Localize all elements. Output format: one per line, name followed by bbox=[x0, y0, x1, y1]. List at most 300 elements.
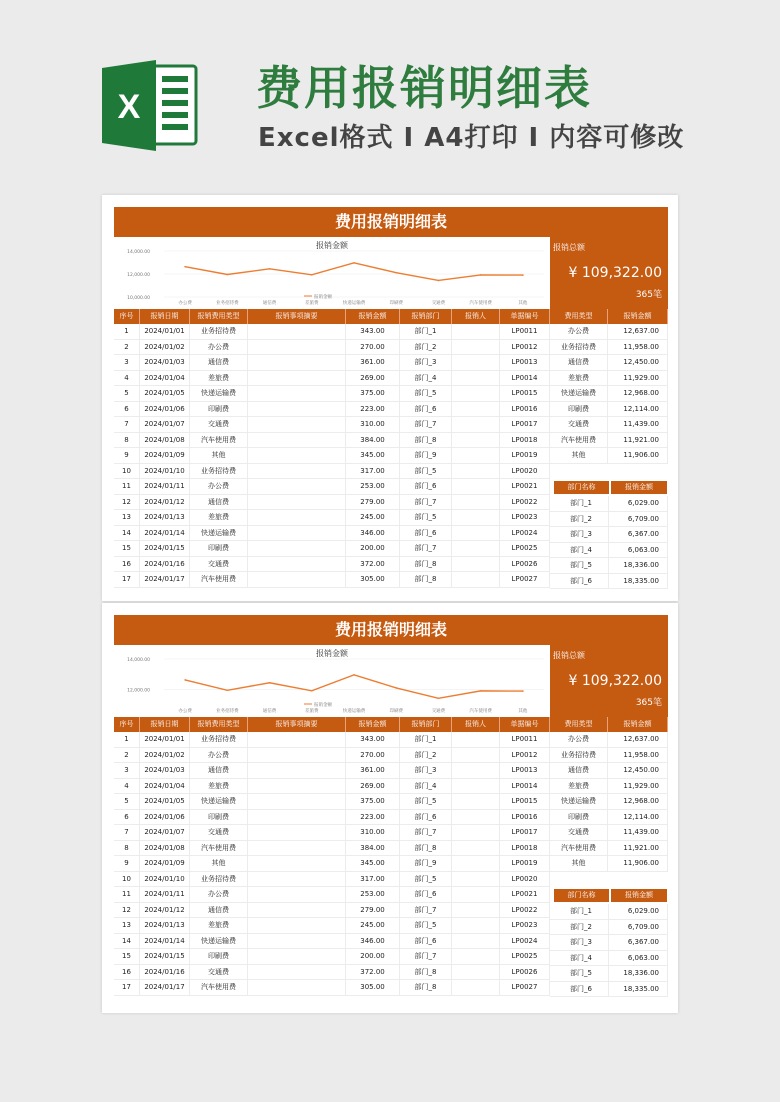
table-cell: 差旅费 bbox=[190, 510, 248, 525]
svg-text:X: X bbox=[117, 88, 141, 126]
table-cell: 2024/01/02 bbox=[140, 340, 190, 355]
table-cell: LP0015 bbox=[500, 794, 550, 809]
table-cell[interactable] bbox=[248, 980, 346, 995]
x-tick-label: 其他 bbox=[518, 709, 528, 714]
table-cell[interactable] bbox=[452, 748, 500, 763]
table-cell: 通信费 bbox=[190, 495, 248, 510]
table-cell: 317.00 bbox=[346, 464, 400, 479]
table-cell: 200.00 bbox=[346, 541, 400, 556]
dept-summary-row bbox=[550, 527, 668, 543]
table-cell: LP0027 bbox=[500, 980, 550, 995]
column-header: 单据编号 bbox=[500, 309, 550, 324]
column-header: 报销日期 bbox=[140, 717, 190, 732]
excel-logo-icon bbox=[100, 58, 200, 153]
table-cell: 部门_5 bbox=[400, 510, 452, 525]
dept-name: 部门_5 bbox=[554, 558, 609, 573]
table-row[interactable] bbox=[114, 980, 550, 996]
table-cell: 部门_6 bbox=[400, 479, 452, 494]
table-cell[interactable] bbox=[452, 872, 500, 887]
table-cell: 6 bbox=[114, 810, 140, 825]
summary-amount: 11,921.00 bbox=[608, 433, 668, 448]
table-row[interactable] bbox=[114, 479, 550, 495]
series-line bbox=[185, 675, 523, 698]
summary-type: 快递运输费 bbox=[550, 386, 608, 401]
column-header: 报销部门 bbox=[400, 717, 452, 732]
table-cell[interactable] bbox=[248, 386, 346, 401]
table-cell: 2024/01/11 bbox=[140, 479, 190, 494]
table-cell[interactable] bbox=[452, 763, 500, 778]
table-cell: 部门_6 bbox=[400, 402, 452, 417]
table-row[interactable] bbox=[114, 841, 550, 857]
table-cell: 部门_9 bbox=[400, 856, 452, 871]
table-cell: LP0020 bbox=[500, 464, 550, 479]
table-cell[interactable] bbox=[248, 918, 346, 933]
table-cell: 2024/01/02 bbox=[140, 748, 190, 763]
dept-name: 部门_1 bbox=[554, 904, 609, 919]
table-cell: LP0019 bbox=[500, 448, 550, 463]
table-cell: 印刷费 bbox=[190, 541, 248, 556]
x-tick-label: 快递运输费 bbox=[342, 301, 366, 306]
table-cell[interactable] bbox=[248, 541, 346, 556]
table-row[interactable] bbox=[114, 903, 550, 919]
table-cell: 2024/01/11 bbox=[140, 887, 190, 902]
table-cell: 交通费 bbox=[190, 417, 248, 432]
table-cell: 384.00 bbox=[346, 433, 400, 448]
column-header: 报销费用类型 bbox=[190, 717, 248, 732]
table-cell: 317.00 bbox=[346, 872, 400, 887]
dept-summary-header: 部门名称 bbox=[554, 889, 609, 902]
x-tick-label: 业务招待费 bbox=[216, 301, 239, 306]
table-cell[interactable] bbox=[452, 934, 500, 949]
table-cell: 2024/01/15 bbox=[140, 949, 190, 964]
table-cell: 310.00 bbox=[346, 825, 400, 840]
table-cell: 印刷费 bbox=[190, 810, 248, 825]
table-cell[interactable] bbox=[248, 887, 346, 902]
table-cell[interactable] bbox=[452, 887, 500, 902]
table-cell: 12 bbox=[114, 903, 140, 918]
table-cell[interactable] bbox=[452, 386, 500, 401]
summary-amount: 11,906.00 bbox=[608, 448, 668, 463]
series-line bbox=[185, 263, 523, 281]
table-row[interactable] bbox=[114, 526, 550, 542]
table-cell[interactable] bbox=[452, 448, 500, 463]
table-cell[interactable] bbox=[248, 965, 346, 980]
table-row[interactable] bbox=[114, 495, 550, 511]
table-cell: 2024/01/08 bbox=[140, 841, 190, 856]
table-cell: 9 bbox=[114, 448, 140, 463]
table-row[interactable] bbox=[114, 825, 550, 841]
table-cell: 343.00 bbox=[346, 324, 400, 339]
data-point bbox=[353, 262, 355, 264]
summary-type: 办公费 bbox=[550, 732, 608, 747]
column-header: 报销人 bbox=[452, 717, 500, 732]
table-cell: 2024/01/01 bbox=[140, 732, 190, 747]
table-cell[interactable] bbox=[452, 355, 500, 370]
data-point bbox=[438, 280, 440, 282]
table-cell[interactable] bbox=[248, 324, 346, 339]
table-row[interactable] bbox=[114, 763, 550, 779]
table-cell: 14 bbox=[114, 934, 140, 949]
table-cell: 业务招待费 bbox=[190, 324, 248, 339]
table-cell[interactable] bbox=[248, 732, 346, 747]
table-row[interactable] bbox=[114, 732, 550, 748]
table-cell[interactable] bbox=[452, 825, 500, 840]
table-cell: 372.00 bbox=[346, 965, 400, 980]
table-cell: 部门_9 bbox=[400, 448, 452, 463]
table-row[interactable] bbox=[114, 918, 550, 934]
table-cell: 13 bbox=[114, 510, 140, 525]
summary-type: 办公费 bbox=[550, 324, 608, 339]
x-tick-label: 交通费 bbox=[431, 709, 446, 714]
table-cell[interactable] bbox=[452, 980, 500, 995]
table-cell: 14 bbox=[114, 526, 140, 541]
table-row[interactable] bbox=[114, 355, 550, 371]
table-cell[interactable] bbox=[452, 402, 500, 417]
table-cell[interactable] bbox=[248, 841, 346, 856]
table-cell: 差旅费 bbox=[190, 918, 248, 933]
summary-row bbox=[550, 748, 668, 764]
x-tick-label: 汽车使用费 bbox=[469, 301, 492, 306]
table-cell: LP0015 bbox=[500, 386, 550, 401]
table-cell: 16 bbox=[114, 965, 140, 980]
x-tick-label: 办公费 bbox=[178, 709, 192, 714]
table-cell[interactable] bbox=[248, 417, 346, 432]
table-cell: 部门_6 bbox=[400, 887, 452, 902]
x-tick-label: 差旅费 bbox=[305, 301, 319, 306]
table-cell: 通信费 bbox=[190, 763, 248, 778]
table-cell: 361.00 bbox=[346, 763, 400, 778]
table-cell: 2024/01/01 bbox=[140, 324, 190, 339]
table-cell[interactable] bbox=[248, 340, 346, 355]
table-cell: 2024/01/06 bbox=[140, 402, 190, 417]
table-cell: 2024/01/05 bbox=[140, 794, 190, 809]
table-cell[interactable] bbox=[452, 340, 500, 355]
dept-summary-row bbox=[550, 904, 668, 920]
table-cell[interactable] bbox=[248, 903, 346, 918]
table-cell: 部门_3 bbox=[400, 763, 452, 778]
table-cell: 253.00 bbox=[346, 887, 400, 902]
table-cell[interactable] bbox=[452, 949, 500, 964]
table-cell[interactable] bbox=[248, 825, 346, 840]
table-cell[interactable] bbox=[248, 810, 346, 825]
table-cell: 2024/01/14 bbox=[140, 526, 190, 541]
chart-svg bbox=[114, 645, 550, 717]
table-row[interactable] bbox=[114, 810, 550, 826]
x-tick-label: 业务招待费 bbox=[216, 709, 239, 714]
table-cell: 310.00 bbox=[346, 417, 400, 432]
table-cell: 15 bbox=[114, 541, 140, 556]
column-header: 报销日期 bbox=[140, 309, 190, 324]
table-cell: 通信费 bbox=[190, 355, 248, 370]
dept-amount: 6,367.00 bbox=[609, 527, 668, 542]
dept-amount: 6,709.00 bbox=[609, 512, 668, 527]
table-row[interactable] bbox=[114, 965, 550, 981]
table-cell[interactable] bbox=[452, 541, 500, 556]
table-row[interactable] bbox=[114, 448, 550, 464]
table-cell: 245.00 bbox=[346, 510, 400, 525]
table-row[interactable] bbox=[114, 402, 550, 418]
table-cell: 375.00 bbox=[346, 386, 400, 401]
table-cell[interactable] bbox=[248, 371, 346, 386]
total-amount: ¥ 109,322.00 bbox=[568, 265, 662, 281]
table-cell: 223.00 bbox=[346, 810, 400, 825]
table-cell: 办公费 bbox=[190, 748, 248, 763]
table-cell[interactable] bbox=[248, 763, 346, 778]
total-count: 365笔 bbox=[635, 290, 662, 300]
table-cell: 279.00 bbox=[346, 495, 400, 510]
legend-label: 报销金额 bbox=[314, 703, 332, 708]
table-cell: LP0024 bbox=[500, 526, 550, 541]
dept-summary-row bbox=[550, 574, 668, 590]
table-row[interactable] bbox=[114, 794, 550, 810]
table-cell: 交通费 bbox=[190, 965, 248, 980]
table-cell: 部门_3 bbox=[400, 355, 452, 370]
table-cell[interactable] bbox=[452, 479, 500, 494]
summary-row bbox=[550, 417, 668, 433]
table-cell: 1 bbox=[114, 732, 140, 747]
table-row[interactable] bbox=[114, 324, 550, 340]
data-point bbox=[353, 674, 355, 676]
table-cell[interactable] bbox=[452, 464, 500, 479]
table-cell: 270.00 bbox=[346, 340, 400, 355]
x-tick-label: 印刷费 bbox=[389, 709, 403, 714]
data-point bbox=[184, 266, 186, 268]
table-cell[interactable] bbox=[248, 479, 346, 494]
table-cell: 2024/01/17 bbox=[140, 572, 190, 587]
table-cell: 业务招待费 bbox=[190, 732, 248, 747]
table-cell: 部门_6 bbox=[400, 934, 452, 949]
dept-amount: 18,336.00 bbox=[609, 966, 668, 981]
table-cell: 部门_1 bbox=[400, 732, 452, 747]
data-point bbox=[395, 272, 397, 274]
summary-amount: 11,439.00 bbox=[608, 417, 668, 432]
table-cell: 2024/01/07 bbox=[140, 417, 190, 432]
summary-type: 差旅费 bbox=[550, 779, 608, 794]
x-tick-label: 快递运输费 bbox=[342, 709, 366, 714]
table-cell[interactable] bbox=[248, 495, 346, 510]
table-cell[interactable] bbox=[452, 433, 500, 448]
page-subtitle: Excel格式 I A4打印 I 内容可修改 bbox=[258, 123, 685, 153]
table-cell[interactable] bbox=[248, 794, 346, 809]
dept-amount: 6,709.00 bbox=[609, 920, 668, 935]
summary-row bbox=[550, 433, 668, 449]
data-point bbox=[311, 274, 313, 276]
table-cell: 部门_6 bbox=[400, 526, 452, 541]
table-cell[interactable] bbox=[248, 949, 346, 964]
table-cell[interactable] bbox=[452, 572, 500, 587]
table-cell: LP0021 bbox=[500, 887, 550, 902]
summary-type: 差旅费 bbox=[550, 371, 608, 386]
dept-name: 部门_4 bbox=[554, 543, 609, 558]
dept-summary-header: 报销金额 bbox=[611, 889, 667, 902]
table-cell: 部门_8 bbox=[400, 433, 452, 448]
summary-row bbox=[550, 448, 668, 464]
data-point bbox=[184, 679, 186, 681]
table-cell: 345.00 bbox=[346, 448, 400, 463]
table-cell: LP0014 bbox=[500, 371, 550, 386]
dept-amount: 18,335.00 bbox=[609, 982, 668, 997]
y-tick-label: 12,000.00 bbox=[127, 273, 150, 278]
table-cell[interactable] bbox=[452, 371, 500, 386]
table-cell: 17 bbox=[114, 980, 140, 995]
table-cell[interactable] bbox=[248, 355, 346, 370]
x-tick-label: 印刷费 bbox=[389, 301, 403, 306]
table-cell: 17 bbox=[114, 572, 140, 587]
table-cell[interactable] bbox=[248, 526, 346, 541]
x-tick-label: 汽车使用费 bbox=[469, 709, 492, 714]
table-row[interactable] bbox=[114, 371, 550, 387]
summary-type: 其他 bbox=[550, 448, 608, 463]
table-cell[interactable] bbox=[452, 779, 500, 794]
table-cell: LP0025 bbox=[500, 541, 550, 556]
table-row[interactable] bbox=[114, 464, 550, 480]
chart-svg bbox=[114, 237, 550, 309]
table-cell[interactable] bbox=[452, 510, 500, 525]
table-cell[interactable] bbox=[452, 794, 500, 809]
table-cell: 7 bbox=[114, 417, 140, 432]
table-cell: 部门_6 bbox=[400, 810, 452, 825]
table-cell: 2024/01/07 bbox=[140, 825, 190, 840]
table-cell[interactable] bbox=[248, 448, 346, 463]
table-cell: LP0024 bbox=[500, 934, 550, 949]
table-cell[interactable] bbox=[452, 324, 500, 339]
summary-row bbox=[550, 779, 668, 795]
data-point bbox=[269, 268, 271, 270]
table-row[interactable] bbox=[114, 433, 550, 449]
page-title: 费用报销明细表 bbox=[256, 61, 592, 115]
x-tick-label: 通信费 bbox=[262, 709, 277, 714]
summary-amount: 12,968.00 bbox=[608, 794, 668, 809]
table-cell: 2024/01/09 bbox=[140, 856, 190, 871]
table-cell: LP0020 bbox=[500, 872, 550, 887]
table-cell[interactable] bbox=[248, 510, 346, 525]
table-cell: 快递运输费 bbox=[190, 794, 248, 809]
table-cell: LP0017 bbox=[500, 825, 550, 840]
table-row[interactable] bbox=[114, 934, 550, 950]
table-cell: 12 bbox=[114, 495, 140, 510]
table-cell: 16 bbox=[114, 557, 140, 572]
table-cell[interactable] bbox=[248, 779, 346, 794]
table-cell[interactable] bbox=[248, 934, 346, 949]
table-cell: 交通费 bbox=[190, 825, 248, 840]
table-cell: 7 bbox=[114, 825, 140, 840]
table-cell: 305.00 bbox=[346, 572, 400, 587]
table-row[interactable] bbox=[114, 856, 550, 872]
table-cell: LP0026 bbox=[500, 965, 550, 980]
summary-row bbox=[550, 794, 668, 810]
summary-header: 费用类型 bbox=[550, 309, 608, 324]
table-cell: 部门_4 bbox=[400, 779, 452, 794]
y-tick-label: 14,000.00 bbox=[127, 250, 150, 255]
dept-name: 部门_2 bbox=[554, 512, 609, 527]
table-cell[interactable] bbox=[248, 557, 346, 572]
table-cell[interactable] bbox=[248, 572, 346, 587]
table-row[interactable] bbox=[114, 572, 550, 588]
table-cell: 通信费 bbox=[190, 903, 248, 918]
table-cell: LP0016 bbox=[500, 402, 550, 417]
table-cell: 部门_1 bbox=[400, 324, 452, 339]
table-row[interactable] bbox=[114, 779, 550, 795]
table-cell: 汽车使用费 bbox=[190, 572, 248, 587]
table-cell: 部门_8 bbox=[400, 841, 452, 856]
table-row[interactable] bbox=[114, 949, 550, 965]
dept-summary-row bbox=[550, 982, 668, 998]
table-cell[interactable] bbox=[452, 856, 500, 871]
table-cell[interactable] bbox=[248, 872, 346, 887]
table-row[interactable] bbox=[114, 557, 550, 573]
table-cell: 8 bbox=[114, 841, 140, 856]
dept-amount: 6,367.00 bbox=[609, 935, 668, 950]
x-tick-label: 差旅费 bbox=[305, 709, 319, 714]
table-cell[interactable] bbox=[248, 464, 346, 479]
table-row[interactable] bbox=[114, 541, 550, 557]
table-cell: LP0018 bbox=[500, 433, 550, 448]
table-cell[interactable] bbox=[248, 748, 346, 763]
summary-amount: 11,921.00 bbox=[608, 841, 668, 856]
table-cell[interactable] bbox=[452, 965, 500, 980]
dept-name: 部门_3 bbox=[554, 527, 609, 542]
table-cell: 部门_5 bbox=[400, 872, 452, 887]
summary-type: 其他 bbox=[550, 856, 608, 871]
table-row[interactable] bbox=[114, 510, 550, 526]
table-cell[interactable] bbox=[248, 402, 346, 417]
table-cell[interactable] bbox=[248, 856, 346, 871]
table-cell[interactable] bbox=[452, 526, 500, 541]
table-cell[interactable] bbox=[452, 417, 500, 432]
chart-title: 报销金额 bbox=[316, 649, 348, 658]
table-row[interactable] bbox=[114, 887, 550, 903]
table-cell: LP0013 bbox=[500, 763, 550, 778]
table-row[interactable] bbox=[114, 872, 550, 888]
table-cell: 2024/01/08 bbox=[140, 433, 190, 448]
table-cell: 交通费 bbox=[190, 557, 248, 572]
table-cell: 部门_8 bbox=[400, 572, 452, 587]
table-cell: 部门_8 bbox=[400, 965, 452, 980]
summary-header: 报销金额 bbox=[608, 717, 668, 732]
table-cell[interactable] bbox=[452, 810, 500, 825]
table-row[interactable] bbox=[114, 748, 550, 764]
table-cell: LP0013 bbox=[500, 355, 550, 370]
table-cell: 1 bbox=[114, 324, 140, 339]
summary-row bbox=[550, 355, 668, 371]
table-cell: 13 bbox=[114, 918, 140, 933]
table-cell: 2024/01/16 bbox=[140, 557, 190, 572]
table-cell[interactable] bbox=[452, 557, 500, 572]
table-cell[interactable] bbox=[248, 433, 346, 448]
table-row[interactable] bbox=[114, 386, 550, 402]
table-cell: 部门_8 bbox=[400, 557, 452, 572]
expense-sheet bbox=[102, 195, 678, 601]
table-row[interactable] bbox=[114, 417, 550, 433]
total-label: 报销总额 bbox=[553, 243, 585, 252]
table-cell: LP0023 bbox=[500, 510, 550, 525]
table-cell: 2 bbox=[114, 748, 140, 763]
table-row[interactable] bbox=[114, 340, 550, 356]
dept-summary-row bbox=[550, 920, 668, 936]
summary-amount: 12,637.00 bbox=[608, 324, 668, 339]
table-cell[interactable] bbox=[452, 903, 500, 918]
table-cell[interactable] bbox=[452, 918, 500, 933]
table-cell: 269.00 bbox=[346, 371, 400, 386]
table-cell: 253.00 bbox=[346, 479, 400, 494]
table-cell: 9 bbox=[114, 856, 140, 871]
column-header: 序号 bbox=[114, 309, 140, 324]
table-cell: LP0023 bbox=[500, 918, 550, 933]
table-cell[interactable] bbox=[452, 732, 500, 747]
table-cell[interactable] bbox=[452, 495, 500, 510]
table-cell[interactable] bbox=[452, 841, 500, 856]
summary-row bbox=[550, 386, 668, 402]
